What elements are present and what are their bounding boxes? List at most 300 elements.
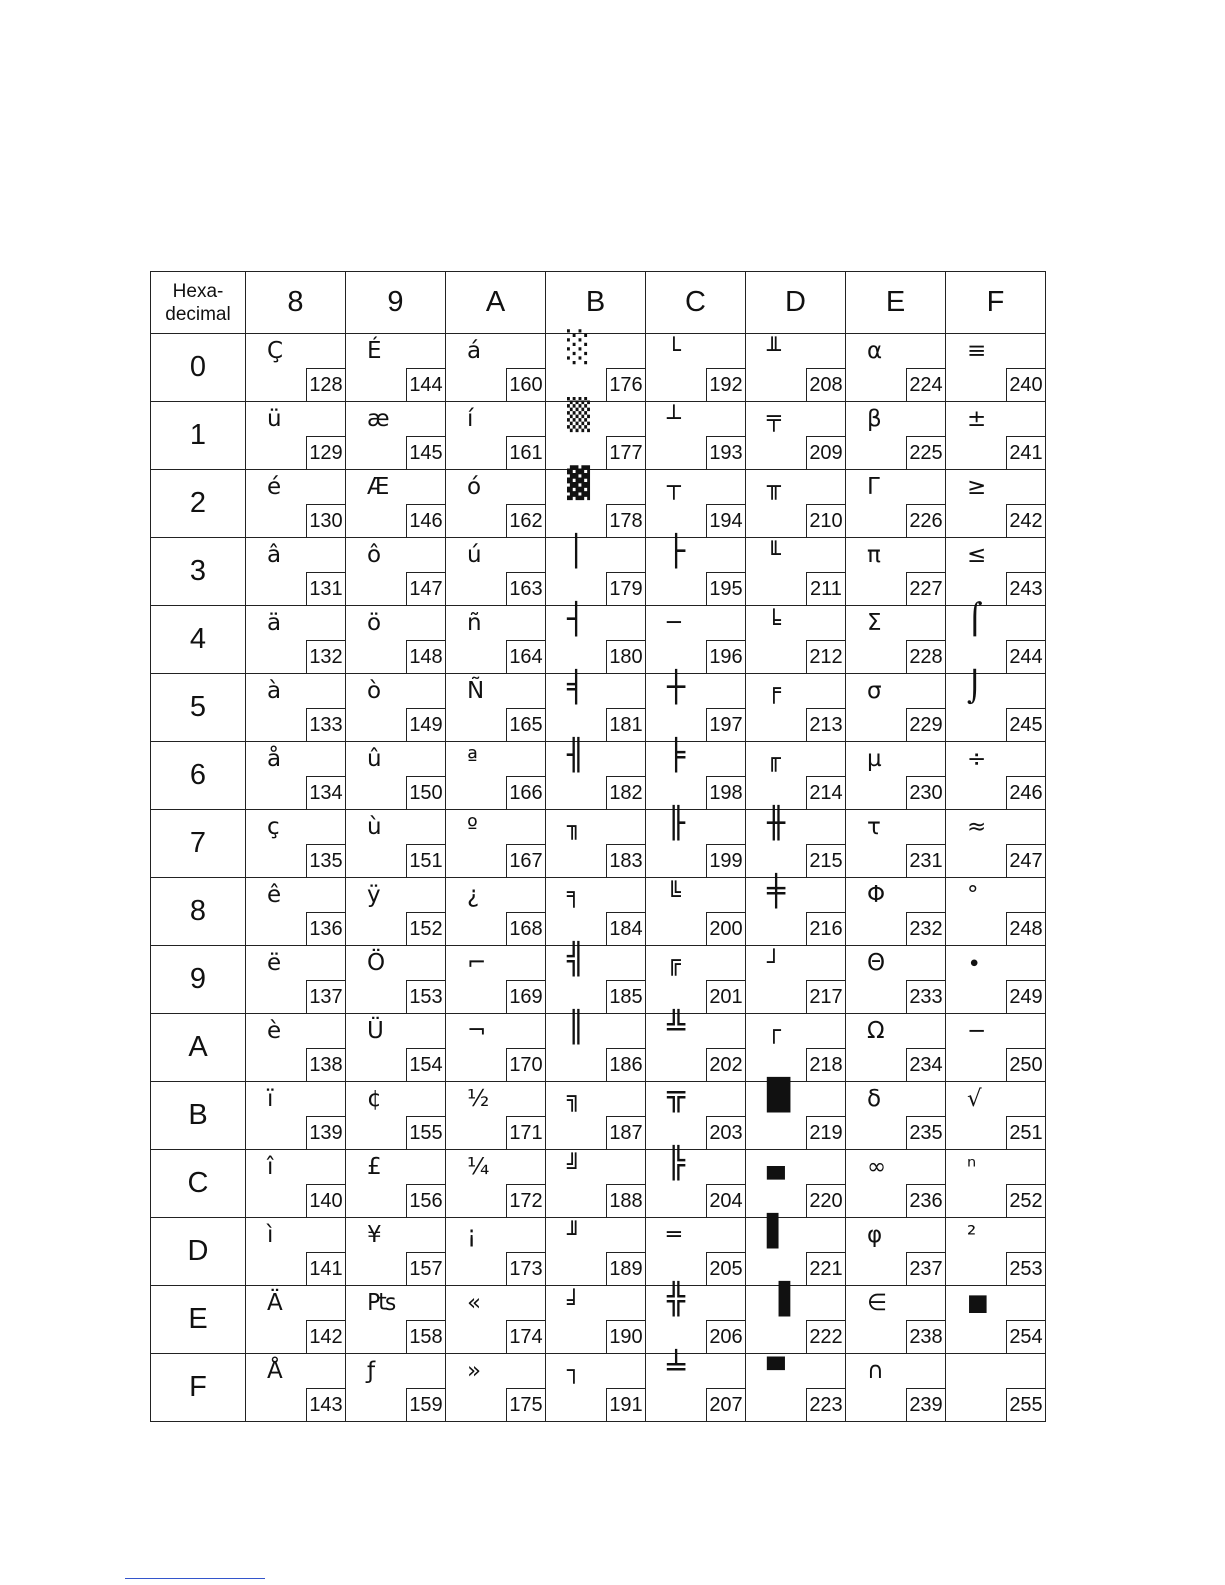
char-glyph: ╟ [667,806,686,841]
row-header: B [151,1082,246,1150]
char-cell [646,738,746,810]
char-cell [946,334,1046,402]
char-cell [546,602,646,674]
table-row [151,606,1046,674]
decimal-code: 171 [506,1116,545,1149]
decimal-code: 226 [906,504,945,537]
decimal-code: 248 [1006,912,1045,945]
char-cell [346,538,446,606]
char-cell [346,334,446,402]
char-glyph: ô [367,542,382,568]
row-header: A [151,1014,246,1082]
char-cell [846,674,946,742]
row-header: 9 [151,946,246,1014]
char-glyph: ∙ [967,950,982,976]
char-cell [546,534,646,606]
column-header: B [546,272,646,334]
char-cell [346,878,446,946]
char-glyph: ¬ [467,1018,487,1044]
char-glyph: ÿ [367,882,381,908]
char-glyph: σ [867,678,882,704]
decimal-code: 190 [606,1320,645,1353]
char-cell [746,402,846,470]
decimal-code: 177 [606,436,645,469]
char-glyph: £ [367,1154,382,1180]
decimal-code: 146 [406,504,445,537]
char-glyph: ╪ [767,874,786,909]
char-glyph: ╡ [567,670,586,705]
decimal-code: 250 [1006,1048,1045,1081]
decimal-code: 151 [406,844,445,877]
char-glyph: █ [767,1078,791,1113]
decimal-code: 216 [806,912,845,945]
table-row [151,470,1046,538]
char-cell [446,1082,546,1150]
decimal-code: 243 [1006,572,1045,605]
char-cell [246,742,346,810]
char-cell [546,1354,646,1422]
char-cell [346,1014,446,1082]
char-cell [746,334,846,402]
char-glyph: ╣ [567,942,586,977]
char-glyph: ç [267,814,280,840]
decimal-code: 166 [506,776,545,809]
char-glyph: ± [967,406,987,432]
char-cell [646,670,746,742]
char-glyph: æ [367,406,390,432]
char-glyph: │ [567,534,586,569]
char-glyph: ┘ [767,950,781,976]
char-cell [846,810,946,878]
char-glyph: Φ [867,882,886,908]
decimal-code: 168 [506,912,545,945]
decimal-code: 228 [906,640,945,673]
char-glyph: û [367,746,382,772]
char-glyph: ╧ [667,1350,686,1385]
decimal-code: 234 [906,1048,945,1081]
char-cell [946,1014,1046,1082]
char-cell [246,1082,346,1150]
table-row [151,1082,1046,1150]
decimal-code: 223 [806,1388,845,1421]
char-glyph: ╜ [567,1222,581,1248]
char-cell [846,1150,946,1218]
decimal-code: 212 [806,640,845,673]
char-cell [246,810,346,878]
char-glyph: └ [667,338,681,364]
char-cell [746,806,846,878]
decimal-code: 150 [406,776,445,809]
char-glyph: ≤ [967,542,987,568]
char-glyph: à [267,678,282,704]
char-glyph: ¢ [367,1086,382,1112]
decimal-code: 163 [506,572,545,605]
table-row [151,1014,1046,1082]
decimal-code: 191 [606,1388,645,1421]
char-cell [646,1078,746,1150]
decimal-code: 183 [606,844,645,877]
decimal-code: 148 [406,640,445,673]
decimal-code: 181 [606,708,645,741]
char-cell [346,1286,446,1354]
char-cell [946,470,1046,538]
decimal-code: 140 [306,1184,345,1217]
char-cell [946,946,1046,1014]
char-glyph: ö [367,610,382,636]
char-glyph: ░ [567,330,591,365]
decimal-code: 231 [906,844,945,877]
decimal-code: 219 [806,1116,845,1149]
char-glyph: ï [267,1086,274,1112]
char-glyph: ù [367,814,382,840]
char-glyph: ₧ [367,1290,397,1316]
char-cell [446,470,546,538]
decimal-code: 247 [1006,844,1045,877]
decimal-code: 230 [906,776,945,809]
decimal-code: 232 [906,912,945,945]
char-glyph: ∈ [867,1290,888,1316]
decimal-code: 233 [906,980,945,1013]
row-header: C [151,1150,246,1218]
char-cell [246,674,346,742]
char-cell [946,1082,1046,1150]
char-cell [646,1146,746,1218]
decimal-code: 165 [506,708,545,741]
decimal-code: 207 [706,1388,745,1421]
corner-label: Hexa- decimal [151,272,246,334]
decimal-code: 204 [706,1184,745,1217]
char-cell [446,810,546,878]
decimal-code: 215 [806,844,845,877]
decimal-code: 153 [406,980,445,1013]
char-cell [246,334,346,402]
decimal-code: 162 [506,504,545,537]
row-header: D [151,1218,246,1286]
char-glyph: ╫ [767,806,786,841]
char-glyph: ∩ [867,1358,884,1384]
decimal-code: 139 [306,1116,345,1149]
char-cell [246,1354,346,1422]
char-cell [246,946,346,1014]
decimal-code: 169 [506,980,545,1013]
decimal-code: 132 [306,640,345,673]
decimal-code: 144 [406,368,445,401]
column-header: D [746,272,846,334]
char-cell [546,942,646,1014]
row-header: 6 [151,742,246,810]
char-glyph: ¥ [367,1222,382,1248]
char-glyph: ╢ [567,738,586,773]
decimal-code: 188 [606,1184,645,1217]
char-cell [246,402,346,470]
char-glyph: − [967,1018,987,1044]
footnote-divider [125,1578,265,1579]
char-glyph: ⁿ [967,1154,977,1180]
table-row [151,810,1046,878]
char-cell [546,398,646,470]
char-glyph: ≡ [967,338,987,364]
row-header: 7 [151,810,246,878]
char-cell [546,670,646,742]
header-row [151,272,1046,334]
char-cell [946,402,1046,470]
char-cell [246,470,346,538]
char-cell [746,674,846,742]
char-cell [646,1010,746,1082]
char-cell [746,470,846,538]
char-glyph: ⌐ [467,950,487,976]
table-row [151,878,1046,946]
char-glyph: í [467,406,474,432]
decimal-code: 179 [606,572,645,605]
char-glyph: µ [867,746,882,772]
decimal-code: 155 [406,1116,445,1149]
decimal-code: 135 [306,844,345,877]
char-glyph: ½ [467,1086,490,1112]
decimal-code: 142 [306,1320,345,1353]
char-cell [646,334,746,402]
char-cell [446,402,546,470]
char-cell [446,538,546,606]
decimal-code: 141 [306,1252,345,1285]
char-cell [446,606,546,674]
char-glyph: ÷ [967,746,987,772]
char-cell [446,1150,546,1218]
char-glyph: ¿ [467,882,480,908]
char-glyph: ┴ [667,406,681,432]
char-glyph: ═ [667,1222,681,1248]
decimal-code: 129 [306,436,345,469]
char-cell [546,878,646,946]
char-glyph: ■ [967,1290,989,1316]
char-glyph: Ü [367,1018,384,1044]
decimal-code: 210 [806,504,845,537]
char-cell [246,1286,346,1354]
decimal-code: 222 [806,1320,845,1353]
char-glyph: ≥ [967,474,987,500]
char-glyph: ╒ [767,678,781,704]
char-cell [946,538,1046,606]
char-glyph: ñ [467,610,482,636]
char-glyph: ⌡ [967,670,983,705]
char-cell [246,1218,346,1286]
row-header: 8 [151,878,246,946]
char-glyph: ⌠ [967,602,983,637]
decimal-code: 239 [906,1388,945,1421]
char-cell [946,742,1046,810]
decimal-code: 159 [406,1388,445,1421]
decimal-code: 195 [706,572,745,605]
char-glyph: τ [867,814,881,840]
decimal-code: 161 [506,436,545,469]
column-header: 8 [246,272,346,334]
decimal-code: 237 [906,1252,945,1285]
char-glyph: ▌ [767,1214,791,1249]
char-glyph: ¡ [467,1222,477,1248]
char-cell [246,538,346,606]
char-glyph: ┼ [667,670,686,705]
char-cell [746,538,846,606]
char-glyph: ╠ [667,1146,686,1181]
decimal-code: 187 [606,1116,645,1149]
char-glyph: ╚ [667,882,681,908]
decimal-code: 174 [506,1320,545,1353]
decimal-code: 173 [506,1252,545,1285]
char-glyph: ó [467,474,482,500]
char-cell [446,1354,546,1422]
char-glyph: ò [367,678,382,704]
decimal-code: 147 [406,572,445,605]
char-cell [946,670,1046,742]
char-cell [646,470,746,538]
char-cell [246,878,346,946]
char-cell [246,1150,346,1218]
char-glyph: Ö [367,950,386,976]
char-glyph: ▀ [767,1358,785,1384]
column-header: E [846,272,946,334]
char-cell [846,470,946,538]
char-glyph: ë [267,950,282,976]
char-glyph: ╛ [567,1290,581,1316]
decimal-code: 136 [306,912,345,945]
row-header: 0 [151,334,246,402]
char-glyph: ü [267,406,282,432]
char-glyph: Γ [867,474,880,500]
char-cell [746,1214,846,1286]
char-cell [346,402,446,470]
char-cell [746,1354,846,1422]
decimal-code: 229 [906,708,945,741]
decimal-code: 170 [506,1048,545,1081]
char-cell [946,878,1046,946]
char-cell [346,1150,446,1218]
char-glyph: δ [867,1086,882,1112]
char-glyph: Ç [267,338,284,364]
decimal-code: 137 [306,980,345,1013]
char-glyph: Σ [867,610,882,636]
decimal-code: 128 [306,368,345,401]
decimal-code: 175 [506,1388,545,1421]
char-cell [946,1286,1046,1354]
table-row [151,742,1046,810]
column-header: A [446,272,546,334]
char-cell [646,1350,746,1422]
char-glyph: ì [267,1222,274,1248]
char-glyph: ├ [667,534,686,569]
char-cell [846,538,946,606]
char-glyph: ┤ [567,602,586,637]
char-glyph: Æ [367,474,390,500]
char-cell [446,334,546,402]
decimal-code: 184 [606,912,645,945]
char-cell [746,742,846,810]
decimal-code: 242 [1006,504,1045,537]
char-cell [246,606,346,674]
char-glyph: ╬ [667,1282,686,1317]
char-cell [646,806,746,878]
char-cell [346,470,446,538]
char-glyph: « [467,1290,482,1316]
decimal-code: 255 [1006,1388,1045,1421]
decimal-code: 176 [606,368,645,401]
char-cell [746,946,846,1014]
decimal-code: 197 [706,708,745,741]
column-header: C [646,272,746,334]
char-glyph: ╕ [567,882,581,908]
char-cell [846,402,946,470]
char-cell [746,1150,846,1218]
char-cell [646,534,746,606]
char-glyph: ╞ [667,738,686,773]
table-row [151,674,1046,742]
decimal-code: 172 [506,1184,545,1217]
decimal-code: 202 [706,1048,745,1081]
decimal-code: 185 [606,980,645,1013]
decimal-code: 221 [806,1252,845,1285]
row-header: 1 [151,402,246,470]
decimal-code: 220 [806,1184,845,1217]
decimal-code: 157 [406,1252,445,1285]
decimal-code: 241 [1006,436,1045,469]
char-cell [446,946,546,1014]
char-glyph: ª [467,746,478,772]
char-cell [946,602,1046,674]
decimal-code: 252 [1006,1184,1045,1217]
char-glyph: ╙ [767,542,781,568]
decimal-code: 154 [406,1048,445,1081]
char-cell [846,334,946,402]
char-cell [346,674,446,742]
char-cell [346,810,446,878]
char-glyph: β [867,406,882,432]
char-cell [646,1282,746,1354]
char-glyph: î [267,1154,274,1180]
decimal-code: 235 [906,1116,945,1149]
char-cell [446,1286,546,1354]
char-cell [946,1218,1046,1286]
char-glyph: é [267,474,282,500]
char-cell [446,1218,546,1286]
char-cell [846,1014,946,1082]
char-glyph: Ä [267,1290,283,1316]
decimal-code: 245 [1006,708,1045,741]
char-glyph: ² [967,1222,977,1248]
decimal-code: 236 [906,1184,945,1217]
decimal-code: 200 [706,912,745,945]
char-cell [846,1354,946,1422]
char-cell [446,674,546,742]
char-glyph: ƒ [367,1358,376,1384]
char-cell [946,1354,1046,1422]
row-header: 4 [151,606,246,674]
char-cell [246,1014,346,1082]
decimal-code: 218 [806,1048,845,1081]
column-header: 9 [346,272,446,334]
char-cell [346,1218,446,1286]
char-cell [646,878,746,946]
table-row [151,1354,1046,1422]
char-cell [446,742,546,810]
table-row [151,1218,1046,1286]
table-row [151,1150,1046,1218]
char-glyph: ▒ [567,398,591,433]
char-cell [646,946,746,1014]
char-cell [546,330,646,402]
char-cell [846,878,946,946]
char-glyph: ┌ [767,1018,781,1044]
char-glyph: º [467,814,478,840]
char-cell [446,878,546,946]
